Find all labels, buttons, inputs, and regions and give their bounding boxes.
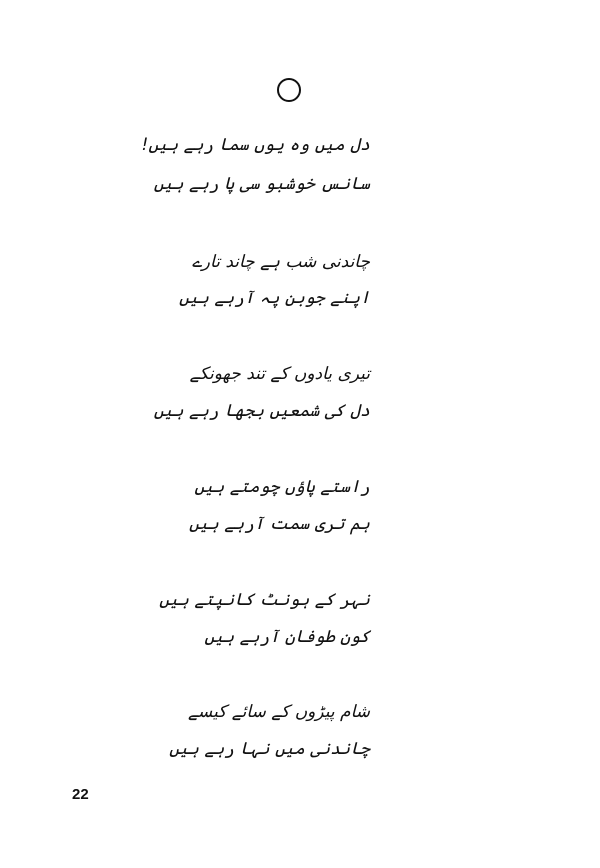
- stanza-4-line-2: ہم تری سمت آرہے ہیں: [189, 514, 370, 534]
- page-number: 22: [72, 786, 89, 803]
- ornament-circle-icon: [277, 78, 301, 102]
- stanza-2-line-2: اپنے جوبن پہ آرہے ہیں: [179, 288, 370, 308]
- stanza-3-line-1: تیری یادوں کے تند جھونکے: [189, 364, 370, 384]
- stanza-1-line-2: سانس خوشبو سی پا رہے ہیں: [153, 174, 370, 194]
- stanza-2-line-1: چاندنی شب ہے چاند تارے: [191, 252, 370, 272]
- stanza-4-line-1: راستے پاؤں چومتے ہیں: [194, 477, 370, 497]
- stanza-1-line-1: دل میں وہ یوں سما رہے ہیں!: [141, 135, 370, 155]
- stanza-6-line-2: چاندنی میں نہا رہے ہیں: [169, 739, 370, 759]
- stanza-5-line-2: کون طوفان آرہے ہیں: [204, 627, 370, 647]
- stanza-3-line-2: دل کی شمعیں بجھا رہے ہیں: [153, 401, 370, 421]
- stanza-5-line-1: نہر کے ہونٹ کانپتے ہیں: [159, 590, 370, 610]
- stanza-6-line-1: شام پیڑوں کے سائے کیسے: [187, 702, 370, 722]
